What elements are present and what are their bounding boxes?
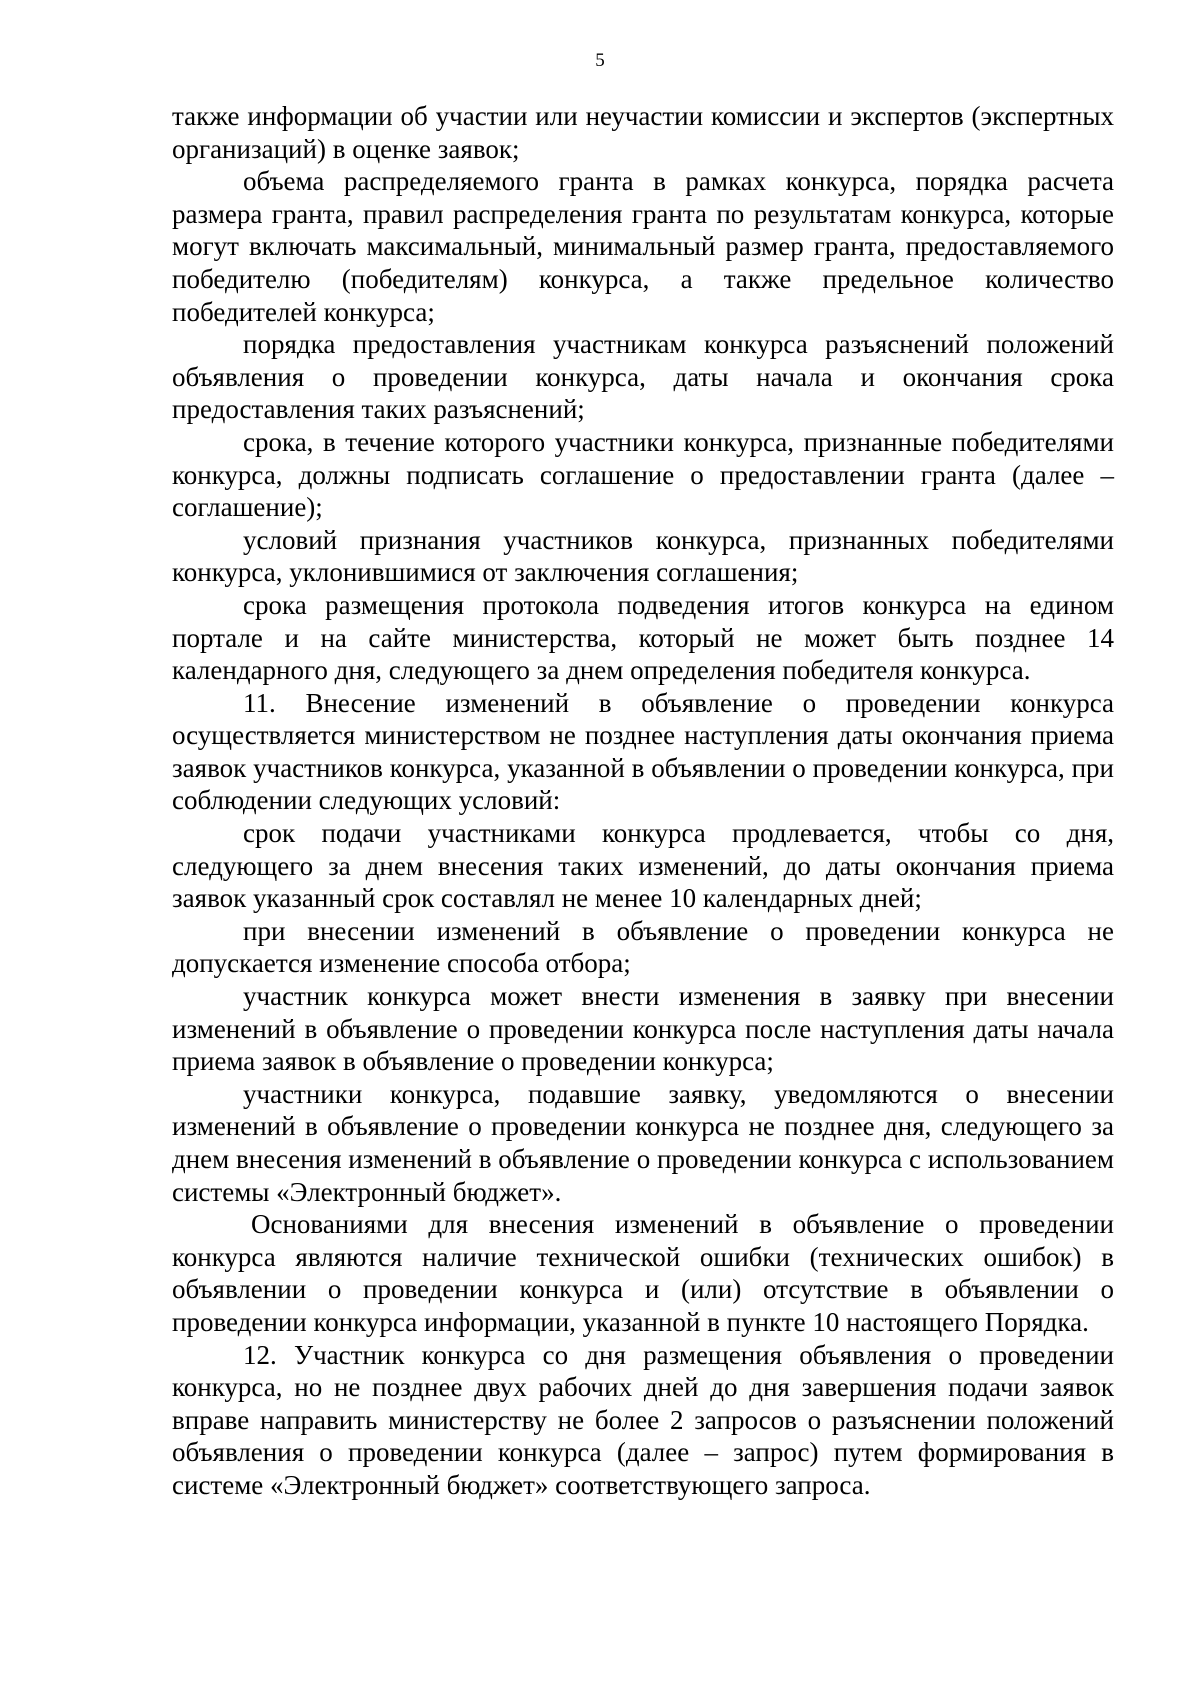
paragraph-deadline-extension: срок подачи участниками конкурса продлевается, чтобы со дня, следующего за днем внесения таких изменений, до даты окончания приема заявок указанный срок составлял не менее 10 календарных дней; (172, 818, 1114, 914)
document-body (172, 100, 1114, 1502)
paragraph-clarification-order: порядка предоставления участникам конкурса разъяснений положений объявления о проведении конкурса, даты начала и окончания срока предоставления таких разъяснений; (172, 329, 1114, 425)
paragraph-grant-volume: объема распределяемого гранта в рамках конкурса, порядка расчета размера гранта, правил распределения гранта по результатам конкурса, которые могут включать максимальный, минимальный размер гранта, предоставляемого победителю (победителям) конкурса, а также предельное количество победителей конкурса; (172, 166, 1114, 327)
paragraph-grounds-for-changes: Основаниями для внесения изменений в объявление о проведении конкурса являются наличие технической ошибки (технических ошибок) в объявлении о проведении конкурса и (или) отсутствие в объявлении о проведении конкурса информации, указанной в пункте 10 настоящего Порядка. (172, 1209, 1114, 1337)
paragraph-protocol-term: срока размещения протокола подведения итогов конкурса на едином портале и на сайте министерства, который не может быть позднее 14 календарного дня, следующего за днем определения победителя конкурса. (172, 589, 1114, 686)
paragraph-clause-11: 11. Внесение изменений в объявление о проведении конкурса осуществляется министерством не позднее наступления даты окончания приема заявок участников конкурса, указанной в объявлении о проведении конкурса, при соблюдении следующих условий: (172, 687, 1114, 816)
page-number: 5 (595, 50, 605, 71)
paragraph-continuation: также информации об участии или неучастии комиссии и экспертов (экспертных организаций) в оценке заявок; (172, 101, 1114, 164)
paragraph-evasion-conditions: условий признания участников конкурса, признанных победителями конкурса, уклонившимися от заключения соглашения; (172, 524, 1114, 588)
paragraph-selection-method: при внесении изменений в объявление о проведении конкурса не допускается изменение способа отбора; (172, 915, 1114, 979)
paragraph-agreement-term: срока, в течение которого участники конкурса, признанные победителями конкурса, должны подписать соглашение о предоставлении гранта (далее – соглашение); (172, 426, 1114, 523)
paragraph-application-changes: участник конкурса может внести изменения в заявку при внесении изменений в объявление о проведении конкурса после наступления даты начала приема заявок в объявление о проведении конкурса; (172, 981, 1114, 1077)
paragraph-clause-12: 12. Участник конкурса со дня размещения объявления о проведении конкурса, но не позднее двух рабочих дней до дня завершения подачи заявок вправе направить министерству не более 2 запросов о разъяснении положений объявления о проведении конкурса (далее – запрос) путем формирования в системе «Электронный бюджет» соответствующего запроса. (172, 1339, 1114, 1500)
paragraph-notification: участники конкурса, подавшие заявку, уведомляются о внесении изменений в объявление о проведении конкурса не позднее дня, следующего за днем внесения изменений в объявление о проведении конкурса с использованием системы «Электронный бюджет». (172, 1078, 1114, 1207)
